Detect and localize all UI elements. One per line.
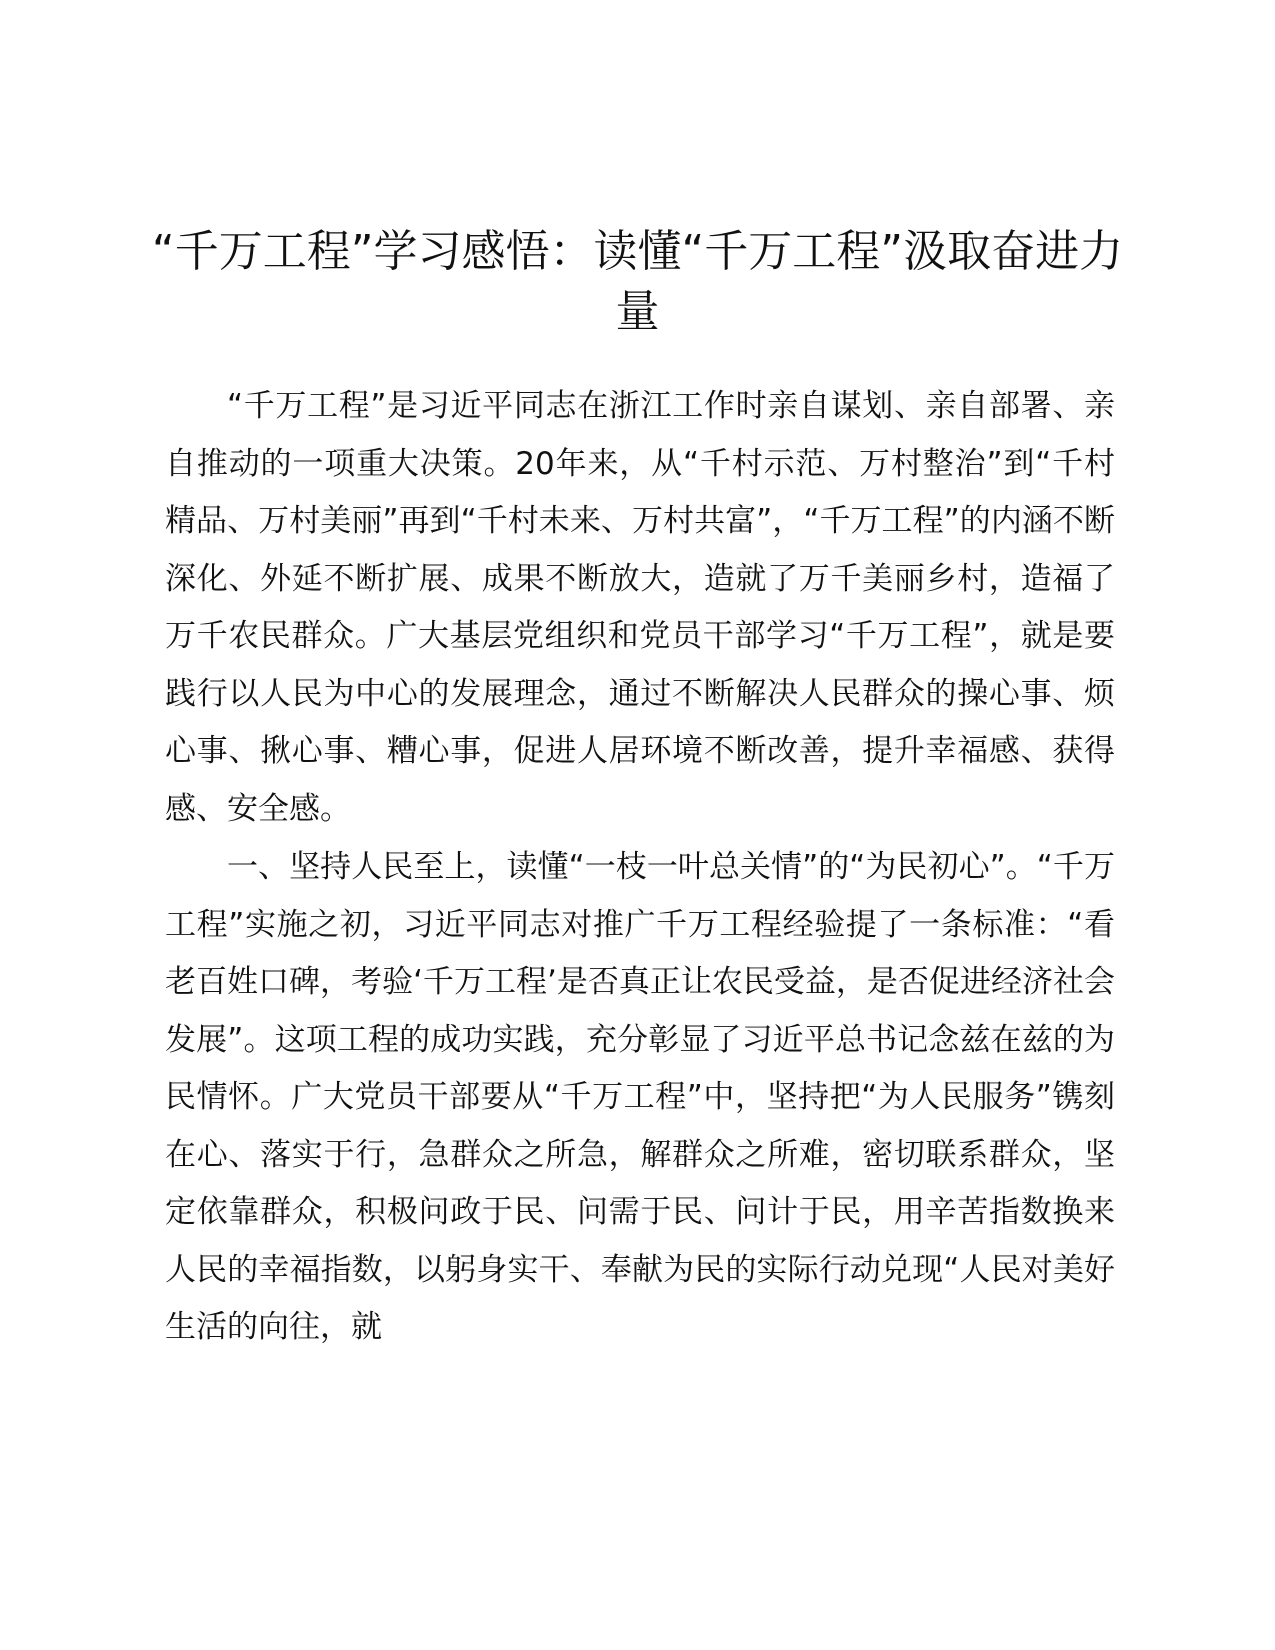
document-title: “千万工程”学习感悟：读懂“千万工程”汲取奋进力量 [151, 226, 1124, 337]
body-paragraph-section-one: 一、坚持人民至上，读懂“一枝一叶总关情”的“为民初心”。“千万工程”实施之初，习近平同志对推广千万工程经验提了一条标准：“看老百姓口碑，考验‘千万工程’是否真正让农民受益，是否促进经济社会发展”。这项工程的成功实践，充分彰显了习近平总书记念兹在兹的为民情怀。广大党员干部要从“千万工程”中，坚持把“为人民服务”镌刻在心、落实于行，急群众之所急，解群众之所难，密切联系群众，坚定依靠群众，积极问政于民、问需于民、问计于民，用辛苦指数换来人民的幸福指数，以躬身实干、奉献为民的实际行动兑现“人民对美好生活的向往，就 [165, 849, 1115, 1345]
body-paragraph-intro: “千万工程”是习近平同志在浙江工作时亲自谋划、亲自部署、亲自推动的一项重大决策。20年来，从“千村示范、万村整治”到“千村精品、万村美丽”再到“千村未来、万村共富”，“千万工程”的内涵不断深化、外延不断扩展、成果不断放大，造就了万千美丽乡村，造福了万千农民群众。广大基层党组织和党员干部学习“千万工程”，就是要践行以人民为中心的发展理念，通过不断解决人民群众的操心事、烦心事、揪心事、糟心事，促进人居环境不断改善，提升幸福感、获得感、安全感。 [165, 388, 1115, 827]
